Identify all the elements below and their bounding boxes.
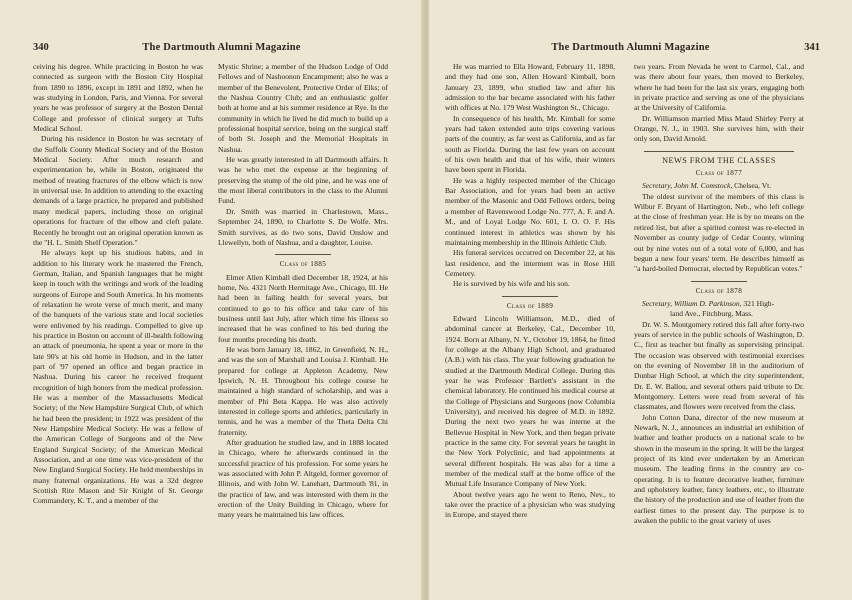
section-rule bbox=[275, 254, 331, 255]
secretary-address: 321 High- bbox=[743, 298, 775, 308]
paragraph: He was a highly respected member of the Chicago Bar Association, and for years had been an active member of the Masonic and Odd Fellows orders, being a member of Ravenswood Lodge No. 777, A. F. and A. M., and of Loyal Lodge No. 601, I. O. O. F. His continued interest in athletics was shown by his maintaining membership in the Illinois Athletic Club. bbox=[445, 175, 615, 247]
left-page bbox=[0, 0, 423, 600]
paragraph: Dr. W. S. Montgomery retired this fall after forty-two years of service in the public schools of Washington, D. C., first as teacher but finally as supervising principal. The occasion was observed with testimonial exercises on the evening of November 18 in the auditorium of Dunbar High School, at which the city superintendent, Dr. E. W. Ballou, and several others paid tribute to Dr. Montgomery. Letters were read from several of his classmates, and flowers were received from the class. bbox=[634, 319, 804, 412]
left-column-2 bbox=[218, 62, 388, 590]
paragraph: The oldest survivor of the members of this class is Wilbur F. Bryant of Hartington, Neb., who left college at the close of freshman year. He is by no means on the retired list, but after a spirited contest was re-elected in November as county judge of Cedar County, winning out by nine votes out of a total vote of 6,000, and has begun a new four years' term. He describes himself as "a hard-boiled Democrat, elected by Republican votes." bbox=[634, 191, 804, 274]
secretary-line-1877 bbox=[634, 181, 804, 191]
class-heading-1877: Class of 1877 bbox=[695, 169, 743, 178]
paragraph: He always kept up his studious habits, and in addition to his literary work he mastered the French, German, Italian, and Spanish languages that he might keep in touch with the writings and work of the leading surgeons of Europe and South America. In his moments of relaxation he wrote verse of much merit, and many of the banquets of the various state and local societies were enlivened by his readings. Compelled to give up his practice in Boston on account of ill-health following an attack of pneumonia, he spent a year or more in the late 90's at his old home in Hudson, and in the latter part of '97 opened an office and began practice in Nashua. During his career he received frequent recognition of high honors from the medical profession. He was a member of the Massachusetts Medical Society; of the New Hampshire Surgical Club, of which he had been the president; in 1922 was president of the New Hampshire Medical Society. He was a fellow of the American College of Surgeons and of the New England Surgical Society; of the American Medical Association, and at one time was vice-president of the New England Surgical Society. He held memberships in many fraternal organizations. He was a 32d degree Scottish Rite Mason and Sir Knight of St. George Commandery, K. T., and a member of the bbox=[33, 248, 203, 506]
right-column-1 bbox=[445, 62, 615, 590]
running-head-left bbox=[0, 42, 423, 56]
paragraph: Dr. Williamson married Miss Maud Shirley Perry at Orange, N. J., in 1903. She survives him, with their only son, David Arnold. bbox=[634, 113, 804, 144]
paragraph: John Cotton Dana, director of the new museum at Newark, N. J., announces an industrial art exhibition of leather and leather products on a national scale to be shown in the museum in the spring. It will be the largest project of its kind ever undertaken by an American museum. The leading firms in the country are co-operating. It is to feature decorative leather, furniture and upholstery leather, fancy leathers, etc., to illustrate the history of the production and use of leather from the earliest times to the present day. The purpose is to awaken the public to the great variety of uses bbox=[634, 412, 804, 526]
news-from-classes-heading: NEWS FROM THE CLASSES bbox=[662, 155, 776, 165]
left-column-1 bbox=[33, 62, 203, 590]
secretary-name: William D. Parkinson, bbox=[674, 298, 742, 308]
secretary-label: Secretary, bbox=[642, 181, 673, 191]
page-number: 341 bbox=[804, 42, 820, 53]
paragraph: He was married to Ella Howard, February 11, 1898, and they had one son, Allen Howard Kimball, born January 23, 1899, who studied law and after his admission to the bar became associated with his father with offices at No. 179 West Washington St., Chicago. bbox=[445, 62, 615, 113]
section-rule bbox=[691, 281, 747, 282]
paragraph: ceiving his degree. While practicing in Boston he was connected as surgeon with the Boston City Hospital from 1890 to 1896, except in 1891 and 1892, when he was studying in London, Paris, and Vienna. For several years he was professor of surgery at the Boston Dental College and professor of clinical surgery at Tufts Medical School. bbox=[33, 62, 203, 134]
paragraph: Elmer Allen Kimball died December 18, 1924, at his home, No. 4321 North Hermitage Ave., Chicago, Ill. He had been in failing health for several years, but continued to go to his office and take care of his business until last July, after which time his illness so increased that he was confined to his bed during the four months preceding his death. bbox=[218, 272, 388, 344]
secretary-line-1878 bbox=[634, 299, 804, 320]
paragraph: His funeral services occurred on December 22, at his last residence, and the interment was in Rose Hill Cemetery. bbox=[445, 248, 615, 278]
magazine-title: The Dartmouth Alumni Magazine bbox=[142, 42, 301, 53]
secretary-name: John M. Comstock, bbox=[674, 181, 733, 191]
paragraph: After graduation he studied law, and in 1888 located in Chicago, where he afterwards continued in the successful practice of his profession. For some years he was associated with John P. Altgeld, former governor of Illinois, and with John W. Lanehart, Dartmouth '81, in the practice of law, and was interested with them in the erection of the Unity Building in Chicago, where for many years he maintained his law offices. bbox=[218, 438, 388, 520]
right-page bbox=[429, 0, 852, 600]
class-heading-1878: Class of 1878 bbox=[695, 286, 743, 295]
magazine-title: The Dartmouth Alumni Magazine bbox=[551, 42, 710, 53]
paragraph: Edward Lincoln Williamson, M.D., died of abdominal cancer at Berkeley, Cal., December 10, 1924. Born at Albany, N. Y., October 19, 1864, he fitted for college at the Albany High School, and graduated (A.B.) with his class. The year following graduation he studied at the Dartmouth Medical College. During this year he was Professor Bartlett's assistant in the chemical laboratory. He continued his medical course at the College of Physicians and Surgeons (now Columbia University), and received his degree of M.D. in 1892. During the next two years he was interne at the Bellevue Hospital in New York, and then began private practice in the same city. For several years he taught in the New York Polyclinic, and had appointments at several different hospitals. He was also for a time a member of the medical staff at the home office of the Mutual Life Insurance Company of New York. bbox=[445, 313, 615, 489]
secretary-address: Chelsea, Vt. bbox=[734, 181, 772, 191]
class-heading-1885: Class of 1885 bbox=[279, 260, 327, 269]
paragraph: Mystic Shrine; a member of the Hudson Lodge of Odd Fellows and of Nashoonon Encampment; also he was a member of the Benevolent, Protective Order of Elks; of the Nashua Country Club; and an enthusiastic golfer both at home and at his summer residence at Rye. In the community in which he lived he did much to build up a professional hospital service, being on the surgical staff of both St. Joseph and the Memorial Hospitals in Nashua. bbox=[218, 62, 388, 154]
section-rule bbox=[502, 296, 558, 297]
paragraph: In consequence of his health, Mr. Kimball for some years had taken extended auto trips covering various parts of the country, as far west as California, and as far south as Florida. During the last few years on account of his own health and that of his wife, their winters have been spent in Florida. bbox=[445, 113, 615, 175]
running-head-right bbox=[429, 42, 852, 56]
right-column-2 bbox=[634, 62, 804, 590]
secretary-address-cont: land Ave., Fitchburg, Mass. bbox=[670, 309, 753, 319]
paragraph: two years. From Nevada he went to Carmel, Cal., and was there about four years, then moved to Berkeley, where he had been for the last six years, engaging both in private practice and serving as one of the physicians at the University of California. bbox=[634, 62, 804, 113]
paragraph: About twelve years ago he went to Reno, Nev., to take over the practice of a physician who was studying in Europe, and stayed there bbox=[445, 489, 615, 520]
page-number: 340 bbox=[33, 42, 49, 53]
paragraph: He was born January 18, 1862, in Greenfield, N. H., and was the son of Marshall and Louisa J. Kimball. He prepared for college at Appleton Academy, New Ipswich, N. H. Throughout his college course he maintained a high standard of scholarship, and was a member of Phi Beta Kappa. He was also actively interested in college sports and athletics, particularly in tennis, and he was a member of the Theta Delta Chi fraternity. bbox=[218, 344, 388, 437]
class-heading-1889: Class of 1889 bbox=[506, 301, 554, 310]
paragraph: During his residence in Boston he was secretary of the Suffolk County Medical Society and of the Boston Medical Society. After much research and experimentation he, while in Boston, originated the method of treating fractures of the elbow which is now in universal use. In addition to attending to the exacting demands of a large practice, he prepared and published many medical papers, including those on original operations for fracture of the elbow and cleft palate. Recently he brought out an original operation known as the "H. L. Smith Shelf Operation." bbox=[33, 134, 203, 247]
secretary-label: Secretary, bbox=[642, 298, 673, 308]
paragraph: He was greatly interested in all Dartmouth affairs. It was he who met the expense at the beginning of preserving the stump of the old pine, and he was one of the most liberal contributors in the class to the Alumni Fund. bbox=[218, 155, 388, 206]
section-rule bbox=[644, 151, 794, 152]
paragraph: Dr. Smith was married in Charlestown, Mass., September 24, 1890, to Charlotte S. De Wolfe. Mrs. Smith survives, as do two sons, David Onslow and Llewellyn, both of Nashua, and a daughter, Louise. bbox=[218, 206, 388, 247]
paragraph: He is survived by his wife and his son. bbox=[453, 279, 570, 289]
